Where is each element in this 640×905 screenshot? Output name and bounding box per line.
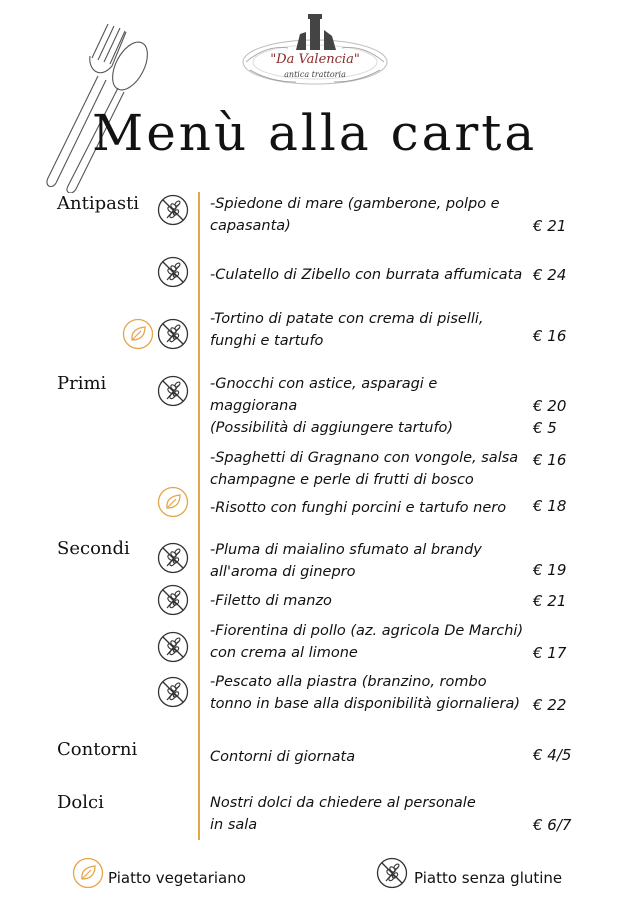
category-dolci: Dolci	[57, 792, 104, 813]
dish-name: -Tortino di patate con crema di piselli,	[210, 311, 484, 327]
leaf-icon	[122, 318, 154, 350]
dish-name: -Filetto di manzo	[210, 593, 332, 609]
dish-name: (Possibilità di aggiungere tartufo)	[210, 420, 454, 436]
dish-price: € 19	[533, 561, 567, 579]
leaf-icon	[157, 486, 189, 518]
dish-price: € 18	[533, 497, 567, 515]
no-gluten-icon	[376, 857, 408, 889]
no-gluten-icon	[157, 375, 189, 407]
dish-name: maggiorana	[210, 398, 298, 414]
dish-name: -Pluma di maialino sfumato al brandy	[210, 542, 482, 558]
dish-price: € 4/5	[533, 746, 572, 764]
dish-price: € 17	[533, 644, 567, 662]
dish-name: Contorni di giornata	[210, 749, 356, 765]
no-gluten-icon	[157, 584, 189, 616]
category-antipasti: Antipasti	[57, 193, 140, 214]
no-gluten-icon	[157, 194, 189, 226]
no-gluten-icon	[157, 631, 189, 663]
dish-name: Nostri dolci da chiedere al personale	[210, 795, 476, 811]
category-contorni: Contorni	[57, 739, 138, 760]
dish-price: € 22	[533, 696, 567, 714]
dish-name: tonno in base alla disponibilità giornaliera)	[210, 696, 521, 712]
logo-subtitle: antica trattoria	[284, 70, 346, 79]
category-primi: Primi	[57, 373, 107, 394]
no-gluten-icon	[157, 676, 189, 708]
dish-name: -Gnocchi con astice, asparagi e	[210, 376, 438, 392]
category-secondi: Secondi	[57, 538, 130, 559]
page-title: Menù alla carta	[92, 104, 538, 162]
dish-price: € 21	[533, 592, 567, 610]
dish-name: con crema al limone	[210, 645, 358, 661]
dish-name: all'aroma di ginepro	[210, 564, 356, 580]
dish-name: -Spaghetti di Gragnano con vongole, salsa	[210, 450, 519, 466]
dish-name: champagne e perle di frutti di bosco	[210, 472, 474, 488]
dish-price: € 20	[533, 397, 567, 415]
dish-name: in sala	[210, 817, 258, 833]
dish-price: € 21	[533, 217, 567, 235]
dish-name: -Culatello di Zibello con burrata affumicata	[210, 267, 523, 283]
divider-line	[198, 192, 200, 840]
dish-name: -Risotto con funghi porcini e tartufo nero	[210, 500, 507, 516]
dish-name: -Fiorentina di pollo (az. agricola De Marchi)	[210, 623, 524, 639]
dish-name: capasanta)	[210, 218, 291, 234]
dish-name: funghi e tartufo	[210, 333, 324, 349]
no-gluten-icon	[157, 542, 189, 574]
legend-gluten-free: Piatto senza glutine	[414, 869, 563, 887]
dish-price: € 16	[533, 451, 567, 469]
legend-vegetarian: Piatto vegetariano	[108, 869, 246, 887]
dish-price: € 5	[533, 419, 557, 437]
dish-name: -Spiedone di mare (gamberone, polpo e	[210, 196, 500, 212]
dish-name: -Pescato alla piastra (branzino, rombo	[210, 674, 487, 690]
no-gluten-icon	[157, 318, 189, 350]
dish-price: € 24	[533, 266, 567, 284]
dish-price: € 16	[533, 327, 567, 345]
logo-name: "Da Valencia"	[270, 52, 360, 67]
dish-price: € 6/7	[533, 816, 572, 834]
leaf-icon	[72, 857, 104, 889]
no-gluten-icon	[157, 256, 189, 288]
